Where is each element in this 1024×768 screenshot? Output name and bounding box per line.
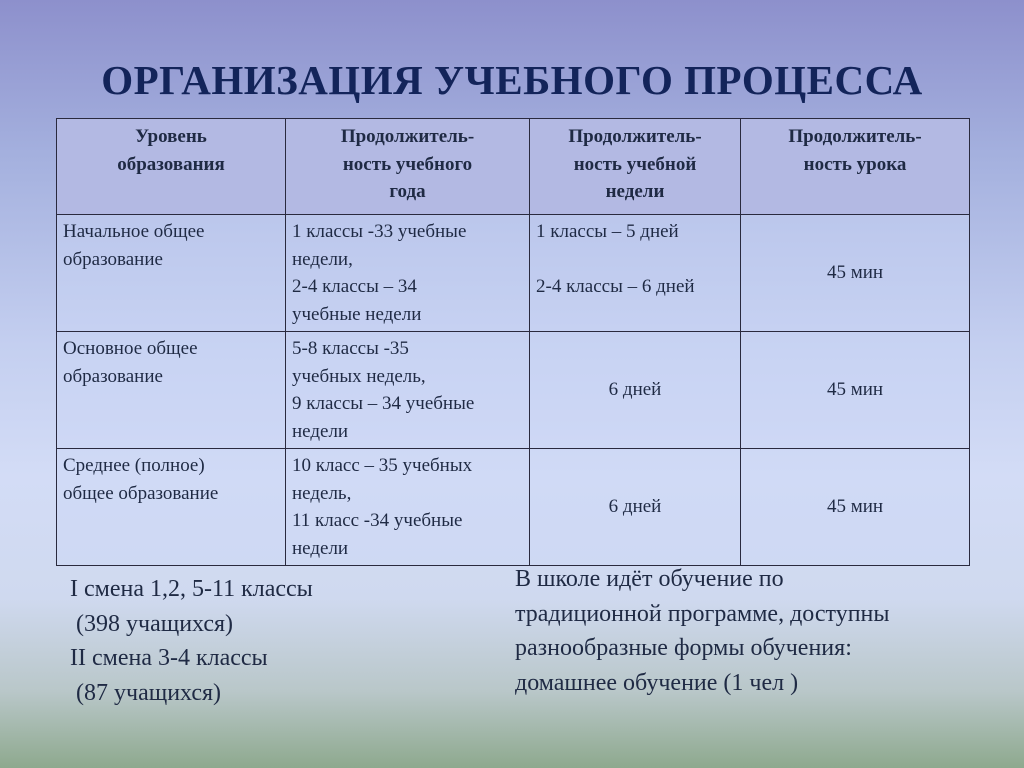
cell-week-duration: 6 дней <box>530 332 741 449</box>
shift-line: (398 учащихся) <box>70 610 234 637</box>
header-week-duration: Продолжитель- ность учебной недели <box>530 119 741 215</box>
shift-line: (87 учащихся) <box>70 679 222 706</box>
schedule-table <box>56 118 970 566</box>
shift-line: II смена 3-4 классы <box>70 645 268 671</box>
note-line: разнообразные формы обучения: <box>515 635 852 661</box>
cell-year-duration: 5-8 классы -35 учебных недель, 9 классы – 34 учебные недели <box>286 332 530 449</box>
header-level: Уровень образования <box>57 119 286 215</box>
cell-level: Основное общее образование <box>57 332 286 449</box>
cell-week-duration: 6 дней <box>530 449 741 566</box>
table-header-row <box>57 119 970 215</box>
cell-year-duration: 1 классы -33 учебные недели, 2-4 классы – 34 учебные недели <box>286 215 530 332</box>
table-row <box>57 449 970 566</box>
cell-year-duration: 10 класс – 35 учебных недель, 11 класс -34 учебные недели <box>286 449 530 566</box>
shift-info <box>70 572 313 710</box>
cell-week-duration: 1 классы – 5 дней 2-4 классы – 6 дней <box>530 215 741 332</box>
table-row <box>57 332 970 449</box>
header-lesson-duration: Продолжитель- ность урока <box>741 119 970 215</box>
cell-lesson-duration: 45 мин <box>741 332 970 449</box>
page-title: ОРГАНИЗАЦИЯ УЧЕБНОГО ПРОЦЕССА <box>101 57 923 103</box>
cell-level: Среднее (полное) общее образование <box>57 449 286 566</box>
note-line: традиционной программе, доступны <box>515 600 890 627</box>
cell-lesson-duration: 45 мин <box>741 215 970 332</box>
note-line: домашнее обучение (1 чел ) <box>515 669 799 696</box>
header-year-duration: Продолжитель- ность учебного года <box>286 119 530 215</box>
cell-lesson-duration: 45 мин <box>741 449 970 566</box>
table-row <box>57 215 970 332</box>
shift-line: I смена 1,2, 5-11 классы <box>70 576 313 602</box>
cell-level: Начальное общее образование <box>57 215 286 332</box>
education-note <box>515 562 985 700</box>
note-line: В школе идёт обучение по <box>515 566 784 592</box>
